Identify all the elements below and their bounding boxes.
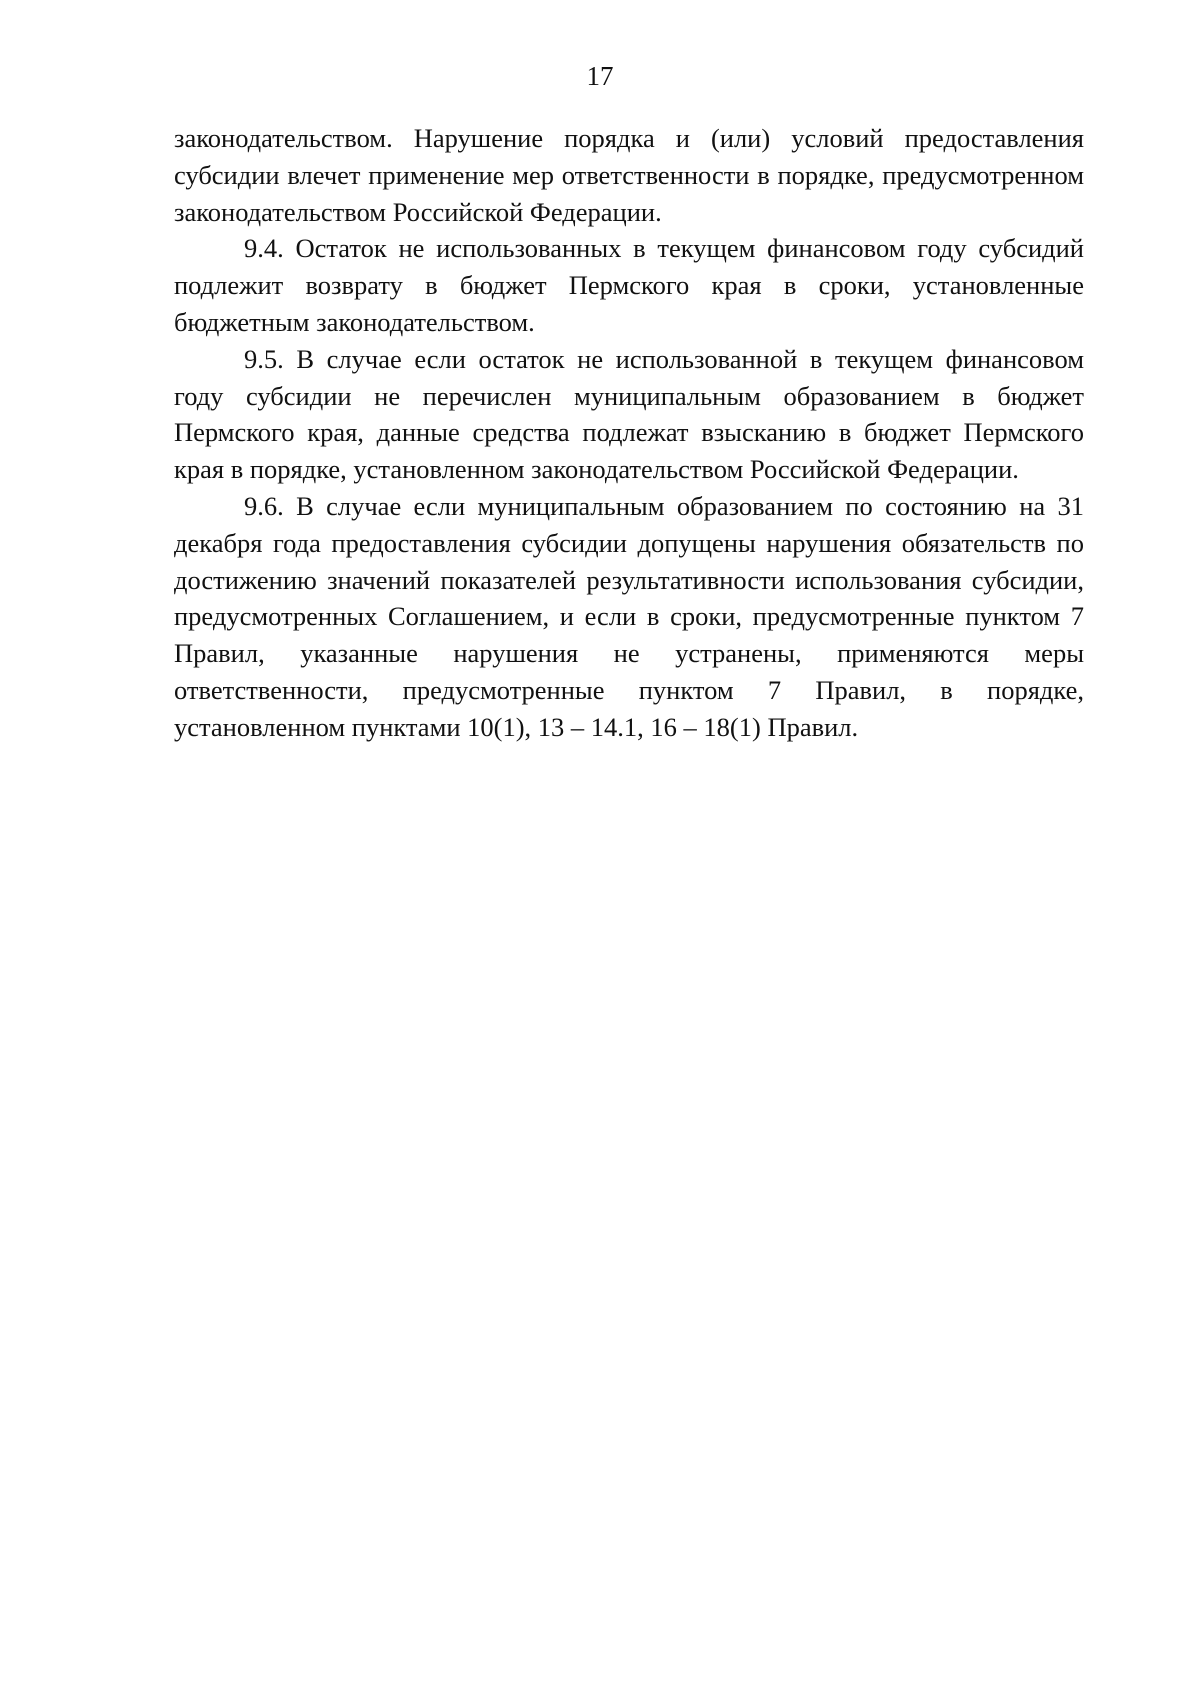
paragraph-9-4: 9.4. Остаток не использованных в текущем финансовом году субсидий подлежит возврату в бюджет Пермского края в сроки, установленные бюджетным законодательством. [174,233,1084,337]
paragraph-9-5: 9.5. В случае если остаток не использованной в текущем финансовом году субсидии не перечислен муниципальным образованием в бюджет Пермского края, данные средства подлежат взысканию в бюджет Пермского края в порядке, установленном законодательством Российской Федерации. [174,343,1084,485]
page-number: 17 [586,61,614,91]
paragraph-9-6: 9.6. В случае если муниципальным образованием по состоянию на 31 декабря года предоставления субсидии допущены нарушения обязательств по достижению значений показателей результативности использования субсидии, предусмотренных Соглашением, и если в сроки, предусмотренные пунктом 7 Правил, указанные нарушения не устранены, применяются меры ответственности, предусмотренные пунктом 7 Правил, в порядке, установленном пунктами 10(1), 13 – 14.1, 16 – 18(1) Правил. [174,490,1084,742]
paragraph-continuation: законодательством. Нарушение порядка и (или) условий предоставления субсидии влечет применение мер ответственности в порядке, предусмотренном законодательством Российской Федерации. [174,123,1084,227]
document-body [174,120,1084,746]
